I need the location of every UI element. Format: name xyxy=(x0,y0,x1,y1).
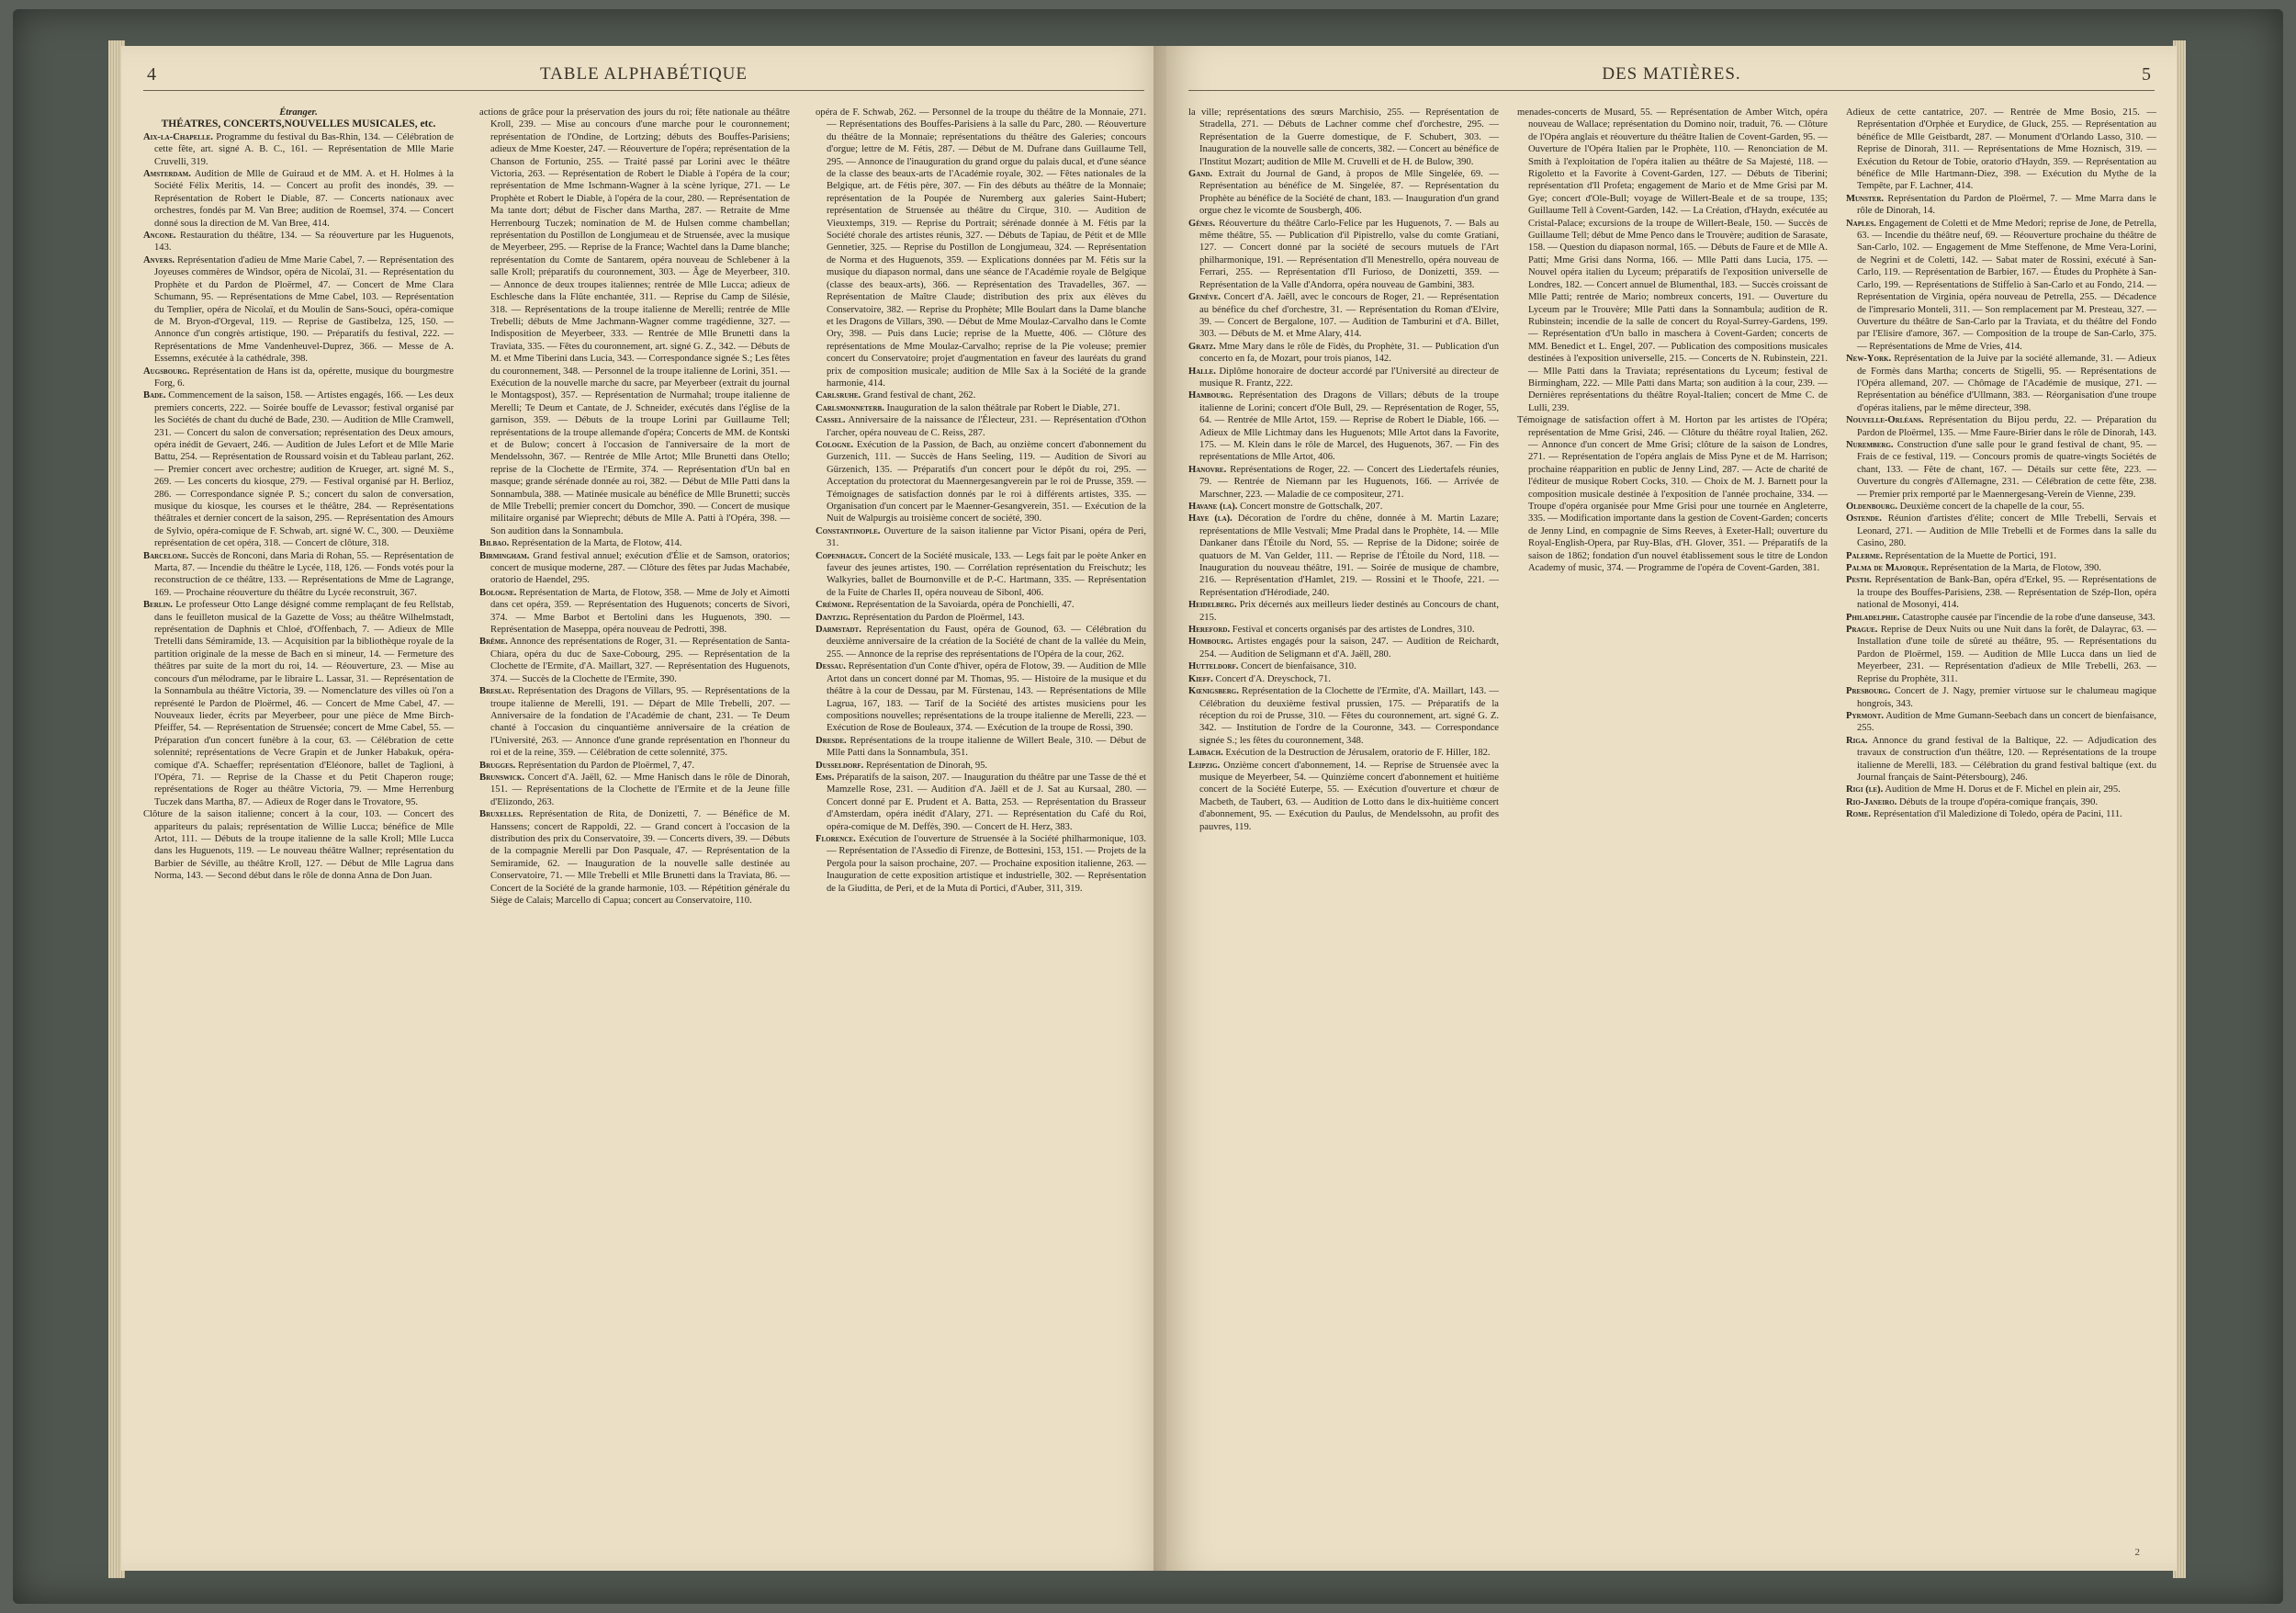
entry-city: Hutteldorf. xyxy=(1188,661,1239,672)
entry-city: Haye (la). xyxy=(1188,513,1232,525)
entry-city: Anvers. xyxy=(143,254,175,265)
entry-city: Riga. xyxy=(1846,735,1868,746)
entry-text: Annonce du grand festival de la Baltique, 22. — Adjudication des travaux de construction d'un théâtre, 120. — Représentations de la troupe italienne de Merelli, 183. — Célébration du grand festival baltique (ext. du Journal français de Saint-Pétersbourg), 246. xyxy=(1857,735,2156,783)
entry-city: Ems. xyxy=(816,772,835,783)
entry-city: Laibach. xyxy=(1188,748,1223,759)
index-entry xyxy=(1846,624,2156,685)
index-entry xyxy=(1188,366,1499,390)
entry-city: Berlin. xyxy=(143,600,173,611)
index-entry xyxy=(479,537,790,549)
index-entry xyxy=(1846,685,2156,710)
entry-text: Audition de Mme H. Dorus et de F. Michel en plein air, 295. xyxy=(1885,784,2121,795)
index-entry xyxy=(479,772,790,808)
entry-city: Bruxelles. xyxy=(479,809,523,820)
entry-list xyxy=(1517,107,1828,574)
index-entry xyxy=(816,612,1146,624)
right-running-head: DES MATIÈRES. xyxy=(1602,64,1741,84)
entry-city: Halle. xyxy=(1188,366,1216,377)
right-column-2 xyxy=(1517,107,1828,1549)
entry-text: Représentation des Dragons de Villars; débuts de la troupe italienne de Lorini; concert d'Ole Bull, 29. — Représentation de Roger, 55, 64. — Rentrée de Mlle Artot, 159. — Reprise de Robert le Diable, 166. — Adieux de Mlle Lichtmay dans les Huguenots; Mlle Artot dans la Favorite, 175. — M. Klein dans le rôle de Marcel, des Huguenots, 367. — Fin des représentations de Mlle Artot, 406. xyxy=(1199,390,1499,463)
entry-text: Représentation des Dragons de Villars, 95. — Représentations de la troupe italienne de Merelli, 191. — Départ de Mlle Trebelli, 207. — Anniversaire de la fondation de l'Académie de chant, 231. — Te Deum chanté à l'occasion du cinquantième anniversaire de la création de l'Université, 263. — Annonce d'une grande représentation en l'honneur du roi et de la reine, 359. — Célébration de cette solennité, 375. xyxy=(490,686,790,759)
entry-text: Inauguration de la salon théâtrale par Robert le Diable, 271. xyxy=(886,402,1120,413)
index-entry xyxy=(1188,636,1499,660)
section-label: Étranger. xyxy=(279,107,318,118)
entry-city: Florence. xyxy=(816,833,856,844)
entry-city: Brugges. xyxy=(479,760,516,771)
entry-city: Aix-la-Chapelle. xyxy=(143,131,213,142)
index-entry xyxy=(143,131,454,168)
left-page xyxy=(121,46,1166,1571)
entry-text: Représentation du Faust, opéra de Gounod, 63. — Célébration du deuxième anniversaire de la création de la Société de chant de la vallée du Mein, 255. — Annonce de la reprise des représentations de l'Opéra de la cour, 262. xyxy=(827,625,1146,660)
left-column-3 xyxy=(816,107,1146,1549)
entry-city: Hereford. xyxy=(1188,625,1231,636)
entry-text: Représentation du Pardon de Ploërmel, 7. — Mme Marra dans le rôle de Dinorah, 14. xyxy=(1857,193,2156,217)
entry-text: Grand festival de chant, 262. xyxy=(862,390,976,401)
entry-text: Représentation d'adieu de Mme Marie Cabel, 7. — Représentation des Joyeuses commères de Windsor, opéra de Nicolaï, 31. — Représentation du Prophète et du Pardon de Ploërmel, 47. — Concert de Mme Clara Schumann, 95. — Représentations de Mme Cabel, 103. — Représentation du Templier, opéra de Nicolaï, et du Moulin de Sans-Souci, opéra-comique de M. Bryon-d'Orgeval, 119. — Reprise de Gastibelza, 125, 150. — Annonce d'un congrès artistique, 190. — Préparatifs du festival, 222. — Représentations de Mme Vandenheuvel-Duprez, 366. — Messe de A. Essemns, exécutée à la cathédrale, 398. xyxy=(154,254,454,365)
entry-text: Concert de J. Nagy, premier virtuose sur le chalumeau magique hongrois, 343. xyxy=(1857,686,2156,709)
left-column-1 xyxy=(143,107,454,1549)
left-page-number: 4 xyxy=(147,64,156,85)
index-entry xyxy=(479,107,790,537)
entry-city: Amsterdam. xyxy=(143,169,191,180)
entry-city: Nouvelle-Orléans. xyxy=(1846,415,1924,426)
index-entry xyxy=(816,624,1146,660)
entry-text: Réunion d'artistes d'élite; concert de Mlle Trebelli, Servais et Leonard, 271. — Audition de Mlle Trebelli et de Formes dans la salle du Casino, 280. xyxy=(1857,513,2156,549)
entry-text: Préparatifs de la saison, 207. — Inauguration du théâtre par une Tasse de thé et Mamzelle Rose, 231. — Audition d'A. Jaëll et de J. Sat au Kursaal, 280. — Concert donné par E. Prudent et A. Batta, 253. — Représentation du Brasseur d'Amsterdam, opéra inédit d'Alary, 271. — Représentation du Café du Roi, opéra-comique de M. Deffès, 390. — Concert de H. Herz, 383. xyxy=(827,772,1146,832)
entry-city: Constantinople. xyxy=(816,525,881,536)
section-title: THÉATRES, CONCERTS,NOUVELLES MUSICALES, etc. xyxy=(161,118,436,130)
entry-text: opéra de F. Schwab, 262. — Personnel de la troupe du théâtre de la Monnaie, 271. — Représentations des Bouffes-Parisiens à la salle du Parc, 280. — Réouverture du théâtre de la Monnaie; représentations du théâtre des Galeries; concours d'orgue; lettre de M. Fétis, 287. — Début de M. Dufrane dans Guillaume Tell, 295. — Annonce de l'inauguration du grand orgue du palais ducal, et d'une séance de la classe des beaux-arts de l'Académie royale, 302. — Fêtes nationales de la Belgique, art. de Fétis père, 307. — Fin des débuts au théâtre de la Monnaie; représentation de la Poupée de Nuremberg aux galeries Saint-Hubert; représentation de Struensée au théâtre du Cirque, 310. — Audition de Vieuxtemps, 319. — Reprise du Portrait; sérénade donnée à M. Fétis par la Société chorale des artistes réunis, 327. — Débuts de Tapiau, de Pétit et de Mlle Gennetier, 325. — Reprise du Postillon de Longjumeau, 324. — Représentation de Norma et des Huguenots, 359. — Explications données par M. Fétis sur la musique du diapason normal, dans une séance de l'Académie royale de Belgique (classe des beaux-arts), 366. — Représentation des Travadelles, 367. — Représentation de Maître Claude; distribution des prix aux élèves du Conservatoire, 382. — Reprise du Prophète; Mlle Boulart dans la Dame blanche et les Dragons de Villars, 390. — Début de Mme Moulaz-Carvalho dans le Comte Ory, 398. — Puis dans Lucie; reprise de la Muette, 406. — Clôture des représentations de Mme Moulaz-Carvalho; reprise de la Pie voleuse; premier concert du Conservatoire; projet d'augmentation en faveur des lauréats du grand prix de composition musicale; audition de Mlle Sax à la Société de la grande harmonie, 414. xyxy=(816,107,1146,389)
entry-text: Représentation d'un Conte d'hiver, opéra de Flotow, 39. — Audition de Mlle Artot dans un concert donné par M. Thomas, 95. — Histoire de la musique et du théâtre à la cour de Dessau, par M. Fürstenau, 143. — Représentations de Mlle Lagrua, 167, 183. — Tarif de la Société des artistes musiciens pour les compositions nouvelles; représentations de la troupe italienne de Merelli, 223. — Exécution de Rose de Bouleaux, 374. — Exécution de la troupe de Rossi, 390. xyxy=(827,661,1146,734)
entry-text: Réouverture du théâtre Carlo-Felice par les Huguenots, 7. — Bals au même théâtre, 55. — Publication d'il Pipistrello, valse du comte Gratiani, 127. — Concert donné par la société de secours mutuels de l'Art philharmonique, 191. — Représentation d'Il Menestrello, opéra nouveau de Ferrari, 255. — Représentation d'Il Furioso, de Donizetti, 359. — Représentation de la Valle d'Andorra, opéra nouveau de Gambini, 383. xyxy=(1199,218,1499,290)
entry-text: Ouverture de la saison italienne par Victor Pisani, opéra de Peri, 31. xyxy=(827,525,1146,549)
index-entry xyxy=(1517,414,1828,574)
entry-city: New-York. xyxy=(1846,354,1892,365)
index-entry xyxy=(1846,784,2156,795)
entry-text: Programme du festival du Bas-Rhin, 134. — Célébration de cette fête, art. signé A. B. C., 161. — Représentation de Mlle Marie Cruvelli, 319. xyxy=(154,131,454,167)
index-entry xyxy=(1846,513,2156,549)
index-entry xyxy=(1846,107,2156,193)
index-entry xyxy=(1188,599,1499,624)
entry-city: Brême. xyxy=(479,637,508,648)
index-entry xyxy=(143,168,454,230)
entry-text: Représentation de la Marta, de Flotow, 390. xyxy=(1930,563,2101,574)
entry-city: Ostende. xyxy=(1846,513,1882,525)
entry-city: Carlsmonneterb. xyxy=(816,402,884,413)
index-entry xyxy=(816,550,1146,600)
entry-text: Restauration du théâtre, 134. — Sa réouverture par les Huguenots, 143. xyxy=(154,231,454,254)
entry-text: Représentation de Hans ist da, opérette, musique du bourgmestre Forg, 6. xyxy=(154,366,454,389)
entry-city: Dantzig. xyxy=(816,612,850,623)
entry-text: Concert de bienfaisance, 310. xyxy=(1241,661,1356,672)
entry-city: Augsbourg. xyxy=(143,366,190,377)
entry-text: Concert d'A. Jaëll, 62. — Mme Hanisch dans le rôle de Dinorah, 151. — Représentations de la Clochette de l'Ermite et de la Jeune fille d'Elizondo, 263. xyxy=(490,772,790,807)
entry-city: Presbourg. xyxy=(1846,686,1891,697)
entry-city: Rigi (le). xyxy=(1846,784,1884,795)
entry-list xyxy=(143,131,454,883)
right-column-1 xyxy=(1188,107,1499,1549)
entry-city: Bologne. xyxy=(479,587,517,598)
entry-text: Décoration de l'ordre du chêne, donnée à M. Martin Lazare; représentations de Mlle Vestvali; Mme Pradal dans le Prophète, 14. — Mlle Dankaner dans l'Étoile du Nord, 55. — Reprise de la Didone; soirée de quatuors de M. Van Gelder, 111. — Reprise de l'Étoile du Nord, 118. — Inauguration du nouveau théâtre, 191. — Soirée de musique de chambre, 216. — Représentation d'Hamlet, 219. — Rossini et le Thoofe, 221. — Représentation d'Hérodiade, 240. xyxy=(1199,513,1499,598)
index-entry xyxy=(1188,291,1499,341)
entry-list xyxy=(479,107,790,907)
left-column-2 xyxy=(479,107,790,1549)
entry-text: Catastrophe causée par l'incendie de la robe d'une danseuse, 343. xyxy=(1902,612,2155,623)
entry-text: Adieux de cette cantatrice, 207. — Rentrée de Mme Bosio, 215. — Représentation d'Orphée et Eurydice, de Gluck, 255. — Représentation au bénéfice de Mlle Geistbardt, 287. — Monument d'Orlando Lasso, 310. — Reprise de Dinorah, 311. — Représentations de Mme Hoznisch, 319. — Exécution du Retour de Tobie, oratorio d'Haydn, 359. — Représentation au bénéfice de Mlle Hartmann-Diez, 398. — Exécution du Mythe de la Tempête, par F. Lachner, 414. xyxy=(1846,107,2156,192)
entry-city: Oldenbourg. xyxy=(1846,502,1898,512)
index-entry xyxy=(1846,574,2156,611)
entry-text: Concert de la Société musicale, 133. — Legs fait par le poète Anker en faveur des jeunes artistes, 190. — Corrélation représentation du Freischutz; les Walkyries, ballet de Bournonville et de P.-C. Hartmann, 335. — Représentation de la Fuite de Charles II, opéra nouveau de Sibonl, 406. xyxy=(827,550,1146,598)
entry-city: Heidelberg. xyxy=(1188,600,1237,611)
index-entry xyxy=(143,254,454,366)
entry-city: Rio-Janeiro. xyxy=(1846,796,1897,807)
index-entry xyxy=(1188,660,1499,672)
entry-city: Prague. xyxy=(1846,625,1878,636)
entry-text: Concert d'A. Dreyschock, 71. xyxy=(1215,673,1331,684)
index-entry xyxy=(1846,808,2156,820)
index-entry xyxy=(143,808,454,882)
entry-text: Témoignage de satisfaction offert à M. Horton par les artistes de l'Opéra; représentation de Mme Grisi, 246. — Clôture du théâtre royal Italien, 262. — Annonce d'un concert de Mme Grisi; clôture de la saison de Londres, 271. — Représentation de l'opéra anglais de Miss Pyne et de M. Harrison; prochaine réapparition en public de Jenny Lind, 287. — Acte de charité de l'éditeur de musique Robert Cocks, 310. — Choix de M. J. Barnett pour la composition musicale destinée à l'exposition de l'année prochaine, 334. — Troupe d'opéra organisée pour Mme Grisi pour une tournée en Angleterre, 335. — Modification importante dans la gestion de Covent-Garden; concerts de Jenny Lind, en compagnie de Sims Reeves, à Exeter-Hall; ouverture du Royal-English-Opera, par Ruy-Blas, d'H. Glover, 351. — Préparatifs de la saison de 1862; fondation d'un nouvel établissement sous le titre de London Academy of music, 374. — Programme de l'opéra de Covent-Garden, 381. xyxy=(1517,415,1828,574)
entry-list xyxy=(816,107,1146,895)
entry-city: Philadelphie. xyxy=(1846,612,1900,623)
entry-text: Représentation de Dinorah, 95. xyxy=(865,760,988,771)
index-entry xyxy=(1188,464,1499,501)
entry-text: Deuxième concert de la chapelle de la cour, 55. xyxy=(1899,502,2085,512)
index-entry xyxy=(1846,193,2156,218)
index-entry xyxy=(1846,501,2156,513)
entry-city: Darmstadt. xyxy=(816,625,861,636)
entry-city: Dresde. xyxy=(816,735,847,746)
entry-city: Rome. xyxy=(1846,809,1872,820)
index-entry xyxy=(479,808,790,907)
entry-city: Breslau. xyxy=(479,686,515,697)
entry-text: Engagement de Coletti et de Mme Medori; reprise de Jone, de Petrella, 63. — Incendie du théâtre neuf, 69. — Réouverture prochaine du théâtre de San-Carlo, 102. — Engagement de Mme Steffenone, de Mme Vera-Lorini, de Negrini et de Coletti, 142. — Sabat mater de Rossini, exécuté à San-Carlo, 119. — Représentation de Barbier, 167. — Études du Prophète à San-Carlo, 199. — Représentations de Stiffelio à San-Carlo et au Fondo, 214. — Représentation de Virginia, opéra nouveau de Petrella, 255. — Décadence de l'impresario Monteli, 311. — Son remplacement par M. Presteau, 327. — Ouverture du théâtre de San-Carlo par la Traviata, et du théâtre del Fondo par l'Elisire d'amore, 367. — Composition de la troupe de San-Carlo, 375. — Représentations de Mme de Vries, 414. xyxy=(1857,218,2156,352)
entry-list xyxy=(1188,107,1499,833)
index-entry xyxy=(1188,341,1499,366)
index-entry xyxy=(1188,624,1499,636)
entry-text: Débuts de la troupe d'opéra-comique français, 390. xyxy=(1898,796,2099,807)
right-header-rule xyxy=(1188,90,2155,91)
entry-city: Nuremberg. xyxy=(1846,439,1894,450)
index-entry xyxy=(1188,685,1499,747)
index-entry xyxy=(1188,673,1499,685)
entry-text: Représentation de la Marta, de Flotow, 414. xyxy=(511,538,682,549)
entry-city: Genève. xyxy=(1188,292,1221,303)
index-entry xyxy=(1188,389,1499,463)
index-entry xyxy=(1188,501,1499,513)
entry-text: Représentations de Roger, 22. — Concert des Liedertafels réunies, 79. — Rentrée de Niemann par les Huguenots, 166. — Arrivée de Marschner, 223. — Maladie de ce compositeur, 271. xyxy=(1199,464,1499,500)
entry-text: Audition de Mlle de Guiraud et de MM. A. et H. Holmes à la Société Félix Meritis, 14. — Concert au profit des inondés, 39. — Représentation de Robert le Diable, 87. — Concerts nationaux avec orchestres, fondés par M. Van Bree; audition de Roemsel, 374. — Concert donné sous la direction de M. Van Bree, 414. xyxy=(154,169,454,229)
index-entry xyxy=(816,735,1146,760)
entry-text: Représentation de Marta, de Flotow, 358. — Mme de Joly et Aimotti dans cet opéra, 359. — Représentation des Huguenots; concerts de Sivori, 374. — Mme Barbot et Bertolini dans les Huguenots, 390. — Représentation de Maseppa, opéra nouveau de Pedrotti, 398. xyxy=(490,587,790,636)
index-entry xyxy=(479,636,790,685)
left-header-rule xyxy=(143,90,1144,91)
entry-text: Représentation du Bijou perdu, 22. — Préparation du Pardon de Ploërmel, 135. — Mme Faure-Birier dans le rôle de Dinorah, 143. xyxy=(1857,415,2156,438)
entry-city: Bilbao. xyxy=(479,538,510,549)
index-entry xyxy=(816,107,1146,389)
index-entry xyxy=(143,550,454,600)
index-entry xyxy=(1188,513,1499,599)
entry-text: Succès de Ronconi, dans Maria di Rohan, 55. — Représentation de Marta, 87. — Incendie du théâtre le Lycée, 118, 126. — Fonds votés pour la reconstruction de ce théâtre, 133. — Représentations de Mme de Lagrange, 169. — Prochaine réouverture du théâtre du Lycée reconstruit, 367. xyxy=(154,550,454,598)
index-entry xyxy=(816,660,1146,734)
entry-text: actions de grâce pour la préservation des jours du roi; fête nationale au théâtre Kroll, 239. — Mise au concours d'une marche pour le couronnement; représentation de l'Ondine, de Lortzing; débuts des Bouffes-Parisiens; adieux de Mme Koester, 247. — Réouverture de l'opéra; représentation de la Chanson de Fortunio, 255. — Traité passé par Lorini avec le théâtre Victoria, 263. — Représentation de Robert le Diable à l'opéra de la cour; représentation de Mme Ischmann-Wagner à la scène lyrique, 271. — Le Prophète et Robert le Diable, à l'opéra de la cour, 280. — Représentation de Ma tante dort; début de Fischer dans Martha, 287. — Retraite de Mme Herrenbourg Tuczek; nomination de M. de Hulsen comme chambellan; représentation du Postillon de Longjumeau et de Struensée, avec la musique de Meyerbeer, 295. — Reprise de la France; Wachtel dans la Dame blanche; représentation du Comte de Santarem, opéra nouveau de Schlebener à la salle Kroll; préparatifs du couronnement, 303. — Âge de Meyerbeer, 310. — Annonce de deux troupes italiennes; rentrée de Mlle Lucca; adieux de Eschlesche dans la Flûte enchantée, 311. — Reprise du Camp de Silésie, 318. — Représentations de la troupe italienne de Merelli; rentrée de Mlle Trebelli; débuts de Mme Jachmann-Wagner comme tragédienne, 327. — Indisposition de Meyerbeer, 333. — Rentrée de Mlle Brunetti dans la Traviata, 335. — Fêtes du couronnement, art. signé G. Z., 342. — Débuts de M. et Mme Tiberini dans Lucia, 343. — Correspondance signée S.; Les fêtes du couronnement, 348. — Personnel de la troupe italienne de Lorini, 351. — Exécution de la nouvelle marche du sacre, par Meyerbeer (extrait du journal le Montagspost), 357. — Représentation de Nurmahal; troupe italienne de Merelli; Te Deum et Cantate, de J. Schneider, exécutés dans l'église de la garnison, 359. — Débuts de la troupe Lorini par Guillaume Tell; représentations de la troupe allemande d'opéra; Concerts de MM. de Kontski et de Bulow; concert à l'occasion de l'anniversaire de la mort de Mendelssohn, 367. — Rentrée de Mlle Artot; Mlle Brunetti dans Otello; reprise de la Clochette de l'Ermite, 374. — Représentation d'Un bal en masque; grande sérénade donnée au roi, 382. — Début de Mlle Patti dans la Sonnambula, 388. — Matinée musicale au bénéfice de Mlle Brunetti; succès de Mlle Trebelli; premier concert du Domchor, 390. — Concert de musique militaire organisé par Wieprecht; débuts de Mlle A. Patti à l'Opéra, 398. — Son audition dans la Sonnambula. xyxy=(479,107,790,536)
entry-city: Havane (la). xyxy=(1188,502,1238,512)
index-entry xyxy=(1188,168,1499,218)
index-entry xyxy=(479,587,790,637)
index-entry xyxy=(816,525,1146,550)
index-entry xyxy=(143,366,454,390)
entry-city: Kieff. xyxy=(1188,673,1213,684)
entry-text: Représentation de Rita, de Donizetti, 7. — Bénéfice de M. Hanssens; concert de Rappoldi, 22. — Grand concert à l'occasion de la distribution des prix du Conservatoire, 39. — Concerts divers, 39. — Débuts de la compagnie Merelli par Don Pasquale, 47. — Représentation de la Semiramide, 62. — Inauguration de la nouvelle salle destinée au Conservatoire, 71. — Mlle Trebelli et Mlle Brunetti dans la Traviata, 86. — Concert de la Société de la grande harmonie, 103. — Répétition générale du Siège de Calais; Marcello di Capua; concert au Conservatoire, 110. xyxy=(490,809,790,906)
index-entry xyxy=(1188,218,1499,291)
entry-city: Cassel. xyxy=(816,415,846,426)
index-entry xyxy=(1188,107,1499,168)
entry-city: Gênes. xyxy=(1188,218,1216,229)
entry-text: Diplôme honoraire de docteur accordé par l'Université au directeur de musique R. Frantz, 222. xyxy=(1199,366,1499,389)
index-entry xyxy=(1188,747,1499,759)
entry-city: Birmingham. xyxy=(479,550,530,561)
entry-city: Gratz. xyxy=(1188,341,1216,352)
right-column-3 xyxy=(1846,107,2156,1549)
entry-text: Clôture de la saison italienne; concert à la cour, 103. — Concert des appariteurs du palais; représentation de Willie Lucca; bénéfice de Mlle Artot, 111. — Débuts de la troupe italienne de la salle Kroll; Mlle Lucca dans les Huguenots, 119. — Le nouveau théâtre Wallner; représentation du Barbier de Séville, au théâtre Kroll, 127. — Début de Mlle Lagrua dans Norma, 143. — Second début dans le rôle de donna Anna de Don Juan. xyxy=(143,809,454,882)
entry-city: Brunswick. xyxy=(479,772,524,783)
entry-text: Mme Mary dans le rôle de Fidès, du Prophète, 31. — Publication d'un concerto en fa, de Mozart, pour trois pianos, 142. xyxy=(1199,341,1499,365)
index-entry xyxy=(143,599,454,808)
index-entry xyxy=(816,402,1146,414)
entry-city: Hanovre. xyxy=(1188,464,1227,475)
entry-city: Munster. xyxy=(1846,193,1885,204)
entry-text: Festival et concerts organisés par des artistes de Londres, 310. xyxy=(1232,625,1475,636)
right-page xyxy=(1166,46,2177,1571)
index-entry xyxy=(816,439,1146,525)
entry-city: Dessau. xyxy=(816,661,846,672)
entry-city: Cologne. xyxy=(816,439,854,450)
index-entry xyxy=(1846,414,2156,439)
entry-text: Le professeur Otto Lange désigné comme remplaçant de feu Rellstab, dans le feuilleton musical de la Gazette de Voss; au théâtre Wilhelmstadt, représentation de Daphnis et Chloé, d'Offenbach, 7. — Adieux de Mlle Tretelli dans Sémiramide, 13. — Acquisition par la bibliothèque royale de la partition originale de la messe de Bach en si mineur, 14. — Fermeture des théâtres par suite de la mort du roi, 14. — Réouverture, 23. — Mise au concours d'un mélodrame, par le libraire L. Lassar, 31. — Représentation de la Sonnambula au théâtre Victoria, 39. — Nomenclature des villes où l'on a représenté le Pardon de Ploërmel, 46. — Concert de Mme Cabel, 47. — Nouveaux lieder, écrits par Meyerbeer, pour une pièce de Mme Birch-Pfeiffer, 54. — Représentation de Struensée; concert de Mme Cabel, 55. — Préparation d'un concert funèbre à la cour, 63. — Célébration de cette solennité; représentations de Vecre Grapin et de Junker Habakuk, opéra-comique d'A. Schaeffer; représentation d'Eléonore, ballet de Taglioni, à l'Opéra, 71. — Reprise de la Chasse et du Petit Chaperon rouge; représentations de Roger au théâtre Victoria, 79. — Mme Herrenburg Tuczek dans Martha, 87. — Adieux de Roger dans le Trovatore, 95. xyxy=(154,600,454,807)
index-entry xyxy=(143,389,454,549)
index-entry xyxy=(479,760,790,772)
entry-text: Extrait du Journal de Gand, à propos de Mlle Singelée, 69. — Représentation au bénéfice de M. Singelée, 87. — Représentation du Prophète au bénéfice de la Société de chant, 183. — Inauguration d'un grand orgue chez le vicomte de Sousbergh, 406. xyxy=(1199,169,1499,217)
entry-text: Construction d'une salle pour le grand festival de chant, 95. — Frais de ce festival, 119. — Concours promis de quatre-vingts Sociétés de chant, 133. — Fête de chant, 167. — Détails sur cette fête, 223. — Ouverture du congrès d'Allemagne, 231. — Célébration de cette fête, 238. — Premier prix remporté par le Maennergesang-Verein de Vienne, 239. xyxy=(1857,439,2156,500)
entry-city: Kœnigsberg. xyxy=(1188,686,1239,697)
entry-city: Copenhague. xyxy=(816,550,867,561)
index-entry xyxy=(816,599,1146,611)
entry-city: Ancone. xyxy=(143,231,176,242)
entry-text: la ville; représentations des sœurs Marchisio, 255. — Représentation de Stradella, 271. — Débuts de Lachner comme chef d'orchestre, 295. — Représentation de la Guerre domestique, de F. Schubert, 303. — Inauguration de la nouvelle salle de concerts, 382. — Concert au bénéfice de l'Institut Mozart; audition de Mlle M. Cruvelli et de H. de Bulow, 390. xyxy=(1188,107,1499,167)
entry-text: Artistes engagés pour la saison, 247. — Audition de Reichardt, 254. — Audition de Seligmann et d'A. Jaëll, 280. xyxy=(1199,637,1499,660)
entry-city: Pyrmont. xyxy=(1846,710,1885,721)
index-entry xyxy=(1188,760,1499,833)
index-entry xyxy=(1517,107,1828,414)
entry-text: Onzième concert d'abonnement, 14. — Reprise de Struensée avec la musique de Meyerbeer, 54. — Quinzième concert d'abonnement et huitième concert de la Société Euterpe, 55. — Exécution d'ouverture et chœur de Macbeth, de Taubert, 63. — Audition de Lotto dans le dix-huitième concert d'abonnement, 95. — Exécution du Paulus, de Mendelssohn, au profit des pauvres, 119. xyxy=(1199,760,1499,832)
index-entry xyxy=(816,772,1146,833)
entry-text: Audition de Mme Gumann-Seebach dans un concert de bienfaisance, 255. xyxy=(1857,710,2156,734)
entry-text: Anniversaire de la naissance de l'Électeur, 231. — Représentation d'Othon l'archer, opéra nouveau de C. Reiss, 287. xyxy=(827,415,1146,438)
entry-text: Concert d'A. Jaëll, avec le concours de Roger, 21. — Représentation au bénéfice du chef d'orchestre, 31. — Représentation du Roman d'Elvire, 39. — Concert de Bergalone, 107. — Audition de Tamburini et d'A. Billet, 303. — Débuts de M. et Mme Alary, 414. xyxy=(1199,292,1499,340)
entry-city: Pesth. xyxy=(1846,575,1872,586)
entry-text: Représentation du Pardon de Ploërmel, 7, 47. xyxy=(517,760,695,771)
entry-text: Représentation du Pardon de Ploërmel, 143. xyxy=(852,612,1025,623)
entry-text: Représentation de la Muette de Portici, 191. xyxy=(1885,550,2057,561)
entry-city: Bade. xyxy=(143,390,166,401)
entry-city: Palma de Majorque. xyxy=(1846,563,1929,574)
entry-text: Représentation de la Savoiarda, opéra de Ponchielli, 47. xyxy=(856,600,1075,611)
entry-text: Grand festival annuel; exécution d'Élie et de Samson, oratorios; concert de musique moderne, 287. — Clôture des fêtes par Judas Machabée, oratorio de Haendel, 295. xyxy=(490,550,790,586)
index-entry xyxy=(1846,612,2156,624)
index-entry xyxy=(1846,710,2156,735)
right-page-number: 5 xyxy=(2142,64,2151,85)
entry-text: Commencement de la saison, 158. — Artistes engagés, 166. — Les deux premiers concerts, 222. — Soirée bouffe de Levassor; festival organisé par les Sociétés de chant du duché de Bade, 230. — Audition de Mlle Cramwell, 231. — Concert du salon de conversation; représentation des Deux amours, opéra inédit de Gevaert, 246. — Audition de Jules Lefort et de Mlle Marie Battu, 254. — Représentation de Roussard voisin et du Tableau parlant, 262. — Premier concert avec orchestre; audition de Krueger, art. signé M. S., 269. — Les concerts du kiosque, 279. — Festival organisé par H. Berlioz, 286. — Correspondance signée P. S.; concert du salon de conversation, musique du kiosque, les courses et le théâtre, 284. — Représentations théâtrales et dernier concert de la saison, 295. — Représentation des Amours de Sylvio, opéra-comique de F. Schwab, art. signé W. C., 300. — Deuxième représentation de cet opéra, 318. — Concert de clôture, 318. xyxy=(154,390,454,549)
entry-city: Palerme. xyxy=(1846,550,1883,561)
entry-text: menades-concerts de Musard, 55. — Représentation de Amber Witch, opéra nouveau de Wallace; représentation du Domino noir, traduit, 76. — Clôture de l'Opéra anglais et réouverture du théâtre Italien de Covent-Garden, 95. — Ouverture de l'Opéra Italien par le Prophète, 110. — Renonciation de M. Smith à l'exploitation de l'opéra italien au théâtre de Sa Majesté, 118. — Rigoletto et la Favorite à Covent-Garden, 127. — Débuts de Tiberini; représentation d'Il Profeta; engagement de Mario et de Mme Grisi par M. Gye; concert d'Ole-Bull; voyage de Willert-Beale et de sa troupe, 135; Guillaume Tell à Covent-Garden, 142. — La Création, d'Haydn, exécutée au Cristal-Palace; excursions de la troupe de Willert-Beale, 150. — Succès de Guillaume Tell; début de Mme Penco dans le Trouvère; audition de Sarasate, 158. — Question du diapason normal, 165. — Débuts de Faure et de Mlle A. Patti; Mme Grisi dans Norma, 166. — Mlle Patti dans Lucia, 175. — Nouvel opéra italien du Lyceum; préparatifs de l'exposition universelle de Londres, 182. — Concert annuel de Blumenthal, 183. — Succès croissant de Mlle Patti; rentrée de Mario; nombreux concerts, 191. — Ouverture du Lyceum par le Trouvère; Mlle Patti dans la Sonnambula; audition de R. Rubinstein; incendie de la salle de concert du Royal-Surrey-Gardens, 199. — Représentation d'Un ballo in maschera à Covent-Garden; concerts de MM. Benedict et L. Engel, 207. — Publication des compositions musicales destinées à l'exposition universelle, 215. — Concerts de N. Rubinstein, 221. — Mlle Patti dans la Traviata; représentations du Lyceum; festival de Birmingham, 222. — Mlle Patti dans Marta; son audition à la cour, 239. — Dernières représentations du théâtre Royal-Italien; concert de Mme C. de Lulli, 239. xyxy=(1517,107,1828,413)
entry-city: Crémone. xyxy=(816,600,854,611)
index-entry xyxy=(1846,439,2156,501)
index-entry xyxy=(143,230,454,254)
entry-text: Représentation de la Clochette de l'Ermite, d'A. Maillart, 143. — Célébration du deuxième festival prussien, 175. — Préparatifs de la réception du roi de Prusse, 310. — Fêtes du couronnement, art. signé G. Z. 342. — Institution de l'ordre de la Couronne, 343. — Correspondance signée S.; les fêtes du couronnement, 348. xyxy=(1199,686,1499,746)
index-entry xyxy=(816,760,1146,772)
index-entry xyxy=(1846,353,2156,414)
entry-city: Gand. xyxy=(1188,169,1213,180)
entry-city: Dusseldorf. xyxy=(816,760,864,771)
index-entry xyxy=(1846,735,2156,784)
index-entry xyxy=(1846,562,2156,574)
index-entry xyxy=(816,389,1146,401)
entry-list xyxy=(1846,107,2156,821)
left-running-head: TABLE ALPHABÉTIQUE xyxy=(540,64,748,84)
entry-city: Naples. xyxy=(1846,218,1876,229)
index-entry xyxy=(1846,218,2156,353)
index-entry xyxy=(816,833,1146,895)
entry-city: Carlsruhe. xyxy=(816,390,861,401)
entry-city: Hombourg. xyxy=(1188,637,1233,648)
index-entry xyxy=(1846,550,2156,562)
entry-text: Exécution de l'ouverture de Struensée à la Société philharmonique, 103. — Représentation de l'Assedio di Firenze, de Bottesini, 153, 151. — Projets de la Pergola pour la saison prochaine, 207. — Prochaine exposition italienne, 263. — Inauguration de cette exposition artistique et industrielle, 302. — Représentation de la Giuditta, de Peri, et de la Muta di Portici, d'Auber, 311, 319. xyxy=(827,833,1146,894)
signature-mark: 2 xyxy=(2134,1547,2140,1558)
index-entry xyxy=(816,414,1146,439)
entry-text: Exécution de la Passion, de Bach, au onzième concert d'abonnement du Gurzenich, 111. — Succès de Hans Seeling, 119. — Audition de Sivori au Gürzenich, 135. — Préparatifs d'un concert pour le dépôt du roi, 295. — Acceptation du protectorat du Maennergesangverein par le roi de Prusse, 359. — Témoignages de satisfaction donnés par le roi à différents artistes, 335. — Organisation d'un concert par le Maenner-Gesangverein, 351. — Exécution de la Nuit de Walpurgis au troisième concert de société, 390. xyxy=(827,439,1146,525)
entry-city: Hambourg. xyxy=(1188,390,1233,401)
index-entry xyxy=(479,685,790,759)
entry-text: Représentation de Bank-Ban, opéra d'Erkel, 95. — Représentations de la troupe des Bouffes-Parisiens, 238. — Représentation de Szép-Ilon, opéra national de Mosonyi, 414. xyxy=(1857,575,2156,611)
entry-city: Barcelone. xyxy=(143,550,189,561)
entry-text: Prix décernés aux meilleurs lieder destinés au Concours de chant, 215. xyxy=(1199,600,1499,623)
entry-text: Reprise de Deux Nuits ou une Nuit dans la forêt, de Dalayrac, 63. — Installation d'une toile de sûreté au théâtre, 95. — Représentations du Pardon de Ploërmel, 159. — Audition de Mlle Lucca dans un lied de Meyerbeer, 231. — Représentation d'adieux de Mlle Trebelli, 263. — Reprise du Prophète, 311. xyxy=(1857,625,2156,684)
entry-text: Exécution de la Destruction de Jérusalem, oratorio de F. Hiller, 182. xyxy=(1225,748,1491,759)
entry-text: Représentation d'il Maledizione di Toledo, opéra de Pacini, 111. xyxy=(1873,809,2122,820)
entry-text: Concert monstre de Gottschalk, 207. xyxy=(1240,502,1383,512)
entry-text: Annonce des représentations de Roger, 31. — Représentation de Santa-Chiara, opéra du duc de Saxe-Cobourg, 295. — Représentation de la Clochette de l'Ermite, d'A. Maillart, 327. — Représentation des Huguenots, 374. — Succès de la Clochette de l'Ermite, 390. xyxy=(490,637,790,684)
entry-text: Représentation de la Juive par la société allemande, 31. — Adieux de Formès dans Martha; concerts de Stigelli, 95. — Représentations de l'Opéra allemand, 207. — Chômage de l'Académie de musique, 271. — Représentation au bénéfice d'Ullmann, 383. — Réorganisation d'une troupe d'opéras italiens, par le même directeur, 398. xyxy=(1857,354,2156,413)
entry-text: Représentations de la troupe italienne de Willert Beale, 310. — Début de Mlle Patti dans la Sonnambula, 351. xyxy=(827,735,1146,759)
index-entry xyxy=(1846,796,2156,808)
index-entry xyxy=(479,550,790,587)
entry-city: Leipzig. xyxy=(1188,760,1221,771)
